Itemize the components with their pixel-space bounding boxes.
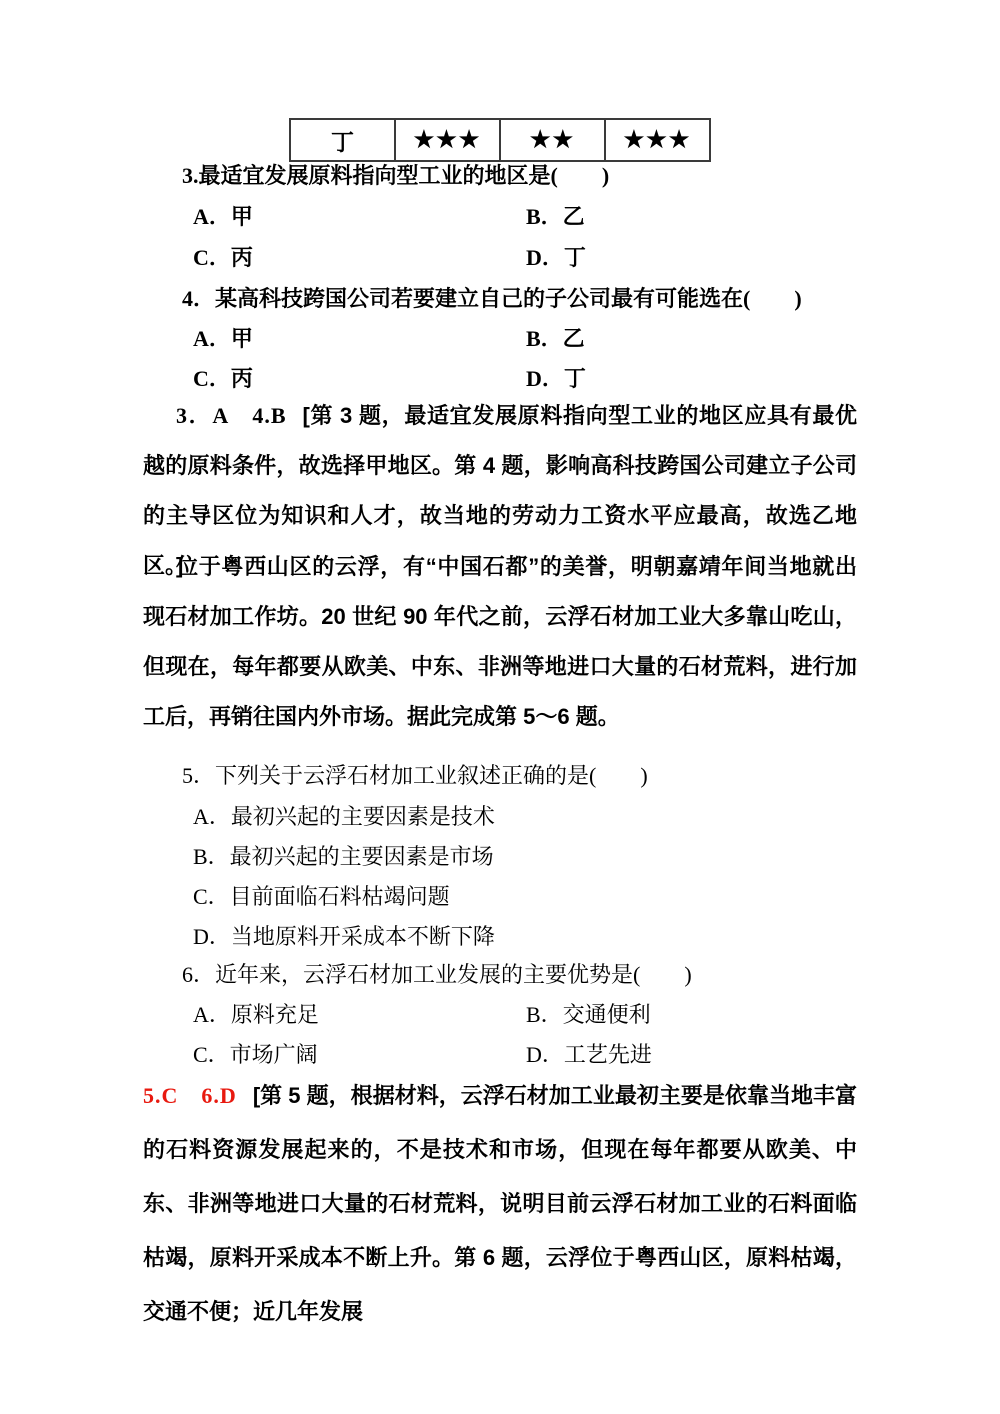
rating-table [289,118,711,162]
question-4-option-d: D．丁 [526,366,586,391]
question-6-option-a: A．原料充足 [193,1002,319,1027]
question-3-option-a: A．甲 [193,204,253,229]
question-6-options-row-1 [143,1000,857,1030]
explanation-5-6-body: [第 5 题，根据材料，云浮石材加工业最初主要是依靠当地丰富的石料资源发展起来的，不是技术和市场，但现在每年都要从欧美、中东、非洲等地进口大量的石材荒料，说明目前云浮石材加工业的石料面临枯竭，原料开采成本不断上升。第 6 题，云浮位于粤西山区，原料枯竭，交通不便；近几年发展 [143,1083,857,1324]
question-5-stem: 5．下列关于云浮石材加工业叙述正确的是( ) [182,763,648,788]
question-3-options-row-1 [143,202,857,232]
question-4-option-c: C．丙 [193,366,253,391]
question-4-option-b: B．乙 [526,326,585,351]
question-5-option-b: B．最初兴起的主要因素是市场 [193,844,494,869]
answer-5-6-label: 5.C 6.D [143,1083,237,1108]
question-3-options-row-2 [143,243,857,273]
question-3-option-c: C．丙 [193,245,253,270]
question-3-option-b: B．乙 [526,204,585,229]
rating-table-cell-stars-3: ★★★ [604,120,709,160]
rating-table-cell-stars-1: ★★★ [394,120,499,160]
question-3-option-d: D．丁 [526,245,586,270]
question-4-option-a: A．甲 [193,326,253,351]
question-5-option-d: D．当地原料开采成本不断下降 [193,924,495,949]
question-6-option-d: D．工艺先进 [526,1042,652,1067]
answer-3-4-label: 3．A 4.B [176,403,287,428]
question-6-option-c: C．市场广阔 [193,1042,318,1067]
question-5-option-c: C．目前面临石料枯竭问题 [193,884,450,909]
question-4-options-row-1 [143,324,857,354]
explanation-5-6 [143,1069,857,1339]
question-4-options-row-2 [143,364,857,394]
question-6-option-b: B．交通便利 [526,1002,651,1027]
explanation-3-4-body: [第 3 题，最适宜发展原料指向型工业的地区应具有最优越的原料条件，故选择甲地区。第 4 题，影响高科技跨国公司建立子公司的主导区位为知识和人才，故当地的劳动力工资水平应最高，故选乙地区。] [143,403,857,578]
question-6-stem: 6．近年来，云浮石材加工业发展的主要优势是( ) [182,962,692,987]
rating-table-cell-label: 丁 [331,129,354,155]
question-3-stem: 3.最适宜发展原料指向型工业的地区是( ) [182,163,610,188]
question-4-stem: 4．某高科技跨国公司若要建立自己的子公司最有可能选在( ) [182,286,802,311]
rating-table-cell-stars-2: ★★ [499,120,604,160]
question-6-options-row-2 [143,1040,857,1070]
passage-yunfu: 位于粤西山区的云浮，有“中国石都”的美誉，明朝嘉靖年间当地就出现石材加工作坊。20 世纪 90 年代之前，云浮石材加工业大多靠山吃山，但现在，每年都要从欧美、中东、非洲等地进口大量的石材荒料，进行加工后，再销往国内外市场。据此完成第 5～6 题。 [143,554,857,729]
question-5-option-a: A．最初兴起的主要因素是技术 [193,804,495,829]
